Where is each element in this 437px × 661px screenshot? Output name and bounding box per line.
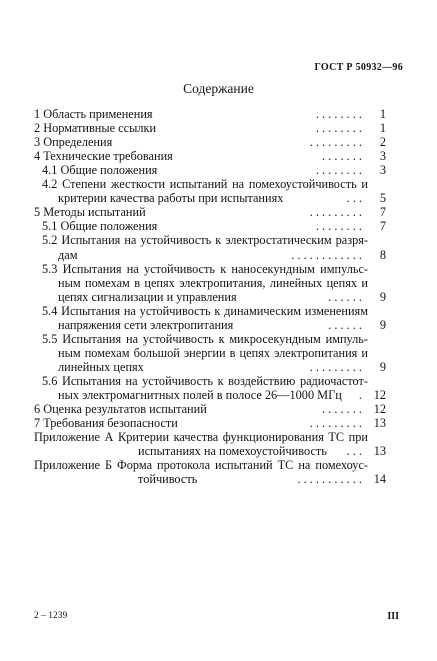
toc-entry xyxy=(0,219,437,233)
toc-page-number: 12 xyxy=(373,388,386,402)
toc-entry-title: испытаниях на помехоустойчивость xyxy=(138,444,327,459)
toc-entry-title: 5 Методы испытаний xyxy=(34,205,146,220)
toc-entry-title: 1 Область применения xyxy=(34,107,153,121)
toc-entry-title: цепях сигнализации и управления xyxy=(58,289,237,304)
toc-entry-title: 5.1 Общие положения xyxy=(42,219,158,234)
toc-leader-dots: . . . . . . xyxy=(328,317,362,332)
toc-page-number: 13 xyxy=(373,444,386,459)
toc-entry-title: дам xyxy=(58,247,78,262)
toc-leader-dots: . . . . . . . . xyxy=(315,219,362,234)
toc-page-number: 3 xyxy=(379,149,386,164)
toc-entry xyxy=(0,233,437,247)
toc-entry xyxy=(0,262,437,276)
toc-entry xyxy=(0,402,437,416)
toc-entry-title: 5.3 Испытания на устойчивость к наносекундным импульс- xyxy=(42,261,368,276)
toc-leader-dots: . . . . . . . . xyxy=(315,107,362,121)
toc-leader-dots: . xyxy=(358,388,362,402)
toc-entry xyxy=(0,374,437,388)
toc-page-number: 7 xyxy=(379,219,386,234)
toc-entry xyxy=(0,149,437,163)
toc-entry-title: Приложение Б Форма протокола испытаний ТС на помехоус- xyxy=(34,458,368,473)
toc-leader-dots: . . . . . . . . . xyxy=(309,359,362,374)
toc-entry-title: тойчивость xyxy=(138,472,198,487)
toc-entry-title: Приложение А Критерии качества функционирования ТС при xyxy=(34,430,368,445)
toc-leader-dots: . . . . . . . . . . . . xyxy=(291,247,362,262)
toc-page-number: 1 xyxy=(379,107,386,121)
toc-leader-dots: . . . . . . . . . xyxy=(309,416,362,431)
toc-entry-title: ных электромагнитных полей в полосе 26—1000 МГц xyxy=(58,388,342,402)
page-title: Содержание xyxy=(183,81,254,96)
toc-leader-dots: . . . . . . . . xyxy=(315,121,362,136)
toc-entry-title: критерии качества работы при испытаниях xyxy=(58,191,284,206)
toc-page-number: 9 xyxy=(379,289,386,304)
toc-page-number: 12 xyxy=(373,402,386,417)
toc-entry xyxy=(0,276,437,290)
toc-entry xyxy=(0,205,437,219)
toc-entry-title: 4.1 Общие положения xyxy=(42,163,158,178)
gost-header: ГОСТ Р 50932—96 xyxy=(314,62,403,73)
toc-page-number: 7 xyxy=(379,205,386,220)
toc-entry xyxy=(0,304,437,318)
toc-entry xyxy=(0,444,437,458)
toc-entry xyxy=(0,360,437,374)
toc-leader-dots: . . . . . . . . . xyxy=(309,205,362,220)
toc-leader-dots: . . . . . . . xyxy=(322,402,362,417)
toc-leader-dots: . . . . . . . . . xyxy=(309,135,362,150)
toc-entry-title: напряжения сети электропитания xyxy=(58,317,234,332)
toc-leader-dots: . . . . . . . . xyxy=(315,163,362,178)
toc-entry xyxy=(0,346,437,360)
toc-entry xyxy=(0,177,437,191)
toc-entry-title: 5.2 Испытания на устойчивость к электростатическим разря- xyxy=(42,233,368,248)
toc-page-number: 9 xyxy=(379,359,386,374)
toc-entry xyxy=(0,416,437,430)
toc-entry xyxy=(0,107,437,121)
toc-entry-title: 3 Определения xyxy=(34,135,113,150)
toc-entry xyxy=(0,318,437,332)
toc-page-number: 9 xyxy=(379,317,386,332)
toc-page-number: 5 xyxy=(379,191,386,206)
toc-entry xyxy=(0,430,437,444)
toc-entry-title: 6 Оценка результатов испытаний xyxy=(34,402,207,417)
toc-entry xyxy=(0,472,437,486)
toc-page-number: 14 xyxy=(373,472,386,487)
toc-entry xyxy=(0,388,437,402)
toc-entry-title: ным помехам в цепях электропитания, линейных цепях и xyxy=(58,275,368,290)
toc-page-number: 8 xyxy=(379,247,386,262)
toc-entry-title: линейных цепях xyxy=(58,359,144,374)
toc-entry-title: 7 Требования безопасности xyxy=(34,416,178,431)
toc-leader-dots: . . . xyxy=(346,191,362,206)
toc-page-number: 2 xyxy=(379,135,386,150)
toc-entry xyxy=(0,248,437,262)
toc-leader-dots: . . . xyxy=(346,444,362,459)
toc-entry-title: 5.6 Испытания на устойчивость к воздействию радиочастот- xyxy=(42,373,368,388)
toc-entry xyxy=(0,458,437,472)
toc-entry xyxy=(0,332,437,346)
toc-leader-dots: . . . . . . . . . . . xyxy=(297,472,362,487)
toc-entry-title: 2 Нормативные ссылки xyxy=(34,121,157,136)
toc-page-number: 13 xyxy=(373,416,386,431)
toc-leader-dots: . . . . . . xyxy=(328,289,362,304)
toc-entry xyxy=(0,163,437,177)
toc-entry xyxy=(0,121,437,135)
toc-entry-title: 4 Технические требования xyxy=(34,149,173,164)
toc-entry xyxy=(0,135,437,149)
toc-entry xyxy=(0,290,437,304)
toc-entry xyxy=(0,191,437,205)
footer-order-number: 2 – 1239 xyxy=(34,611,68,621)
toc-entry-title: ным помехам большой энергии в цепях электропитания и xyxy=(58,345,368,360)
page-number-roman: III xyxy=(387,611,399,622)
toc-leader-dots: . . . . . . . xyxy=(322,149,362,164)
toc-page-number: 1 xyxy=(379,121,386,136)
toc-page-number: 3 xyxy=(379,163,386,178)
toc-entry-title: 5.5 Испытания на устойчивость к микросекундным импуль- xyxy=(42,331,368,346)
toc-entry-title: 4.2 Степени жесткости испытаний на помехоустойчивость и xyxy=(42,177,368,192)
toc-entry-title: 5.4 Испытания на устойчивость к динамическим изменениям xyxy=(42,303,368,318)
